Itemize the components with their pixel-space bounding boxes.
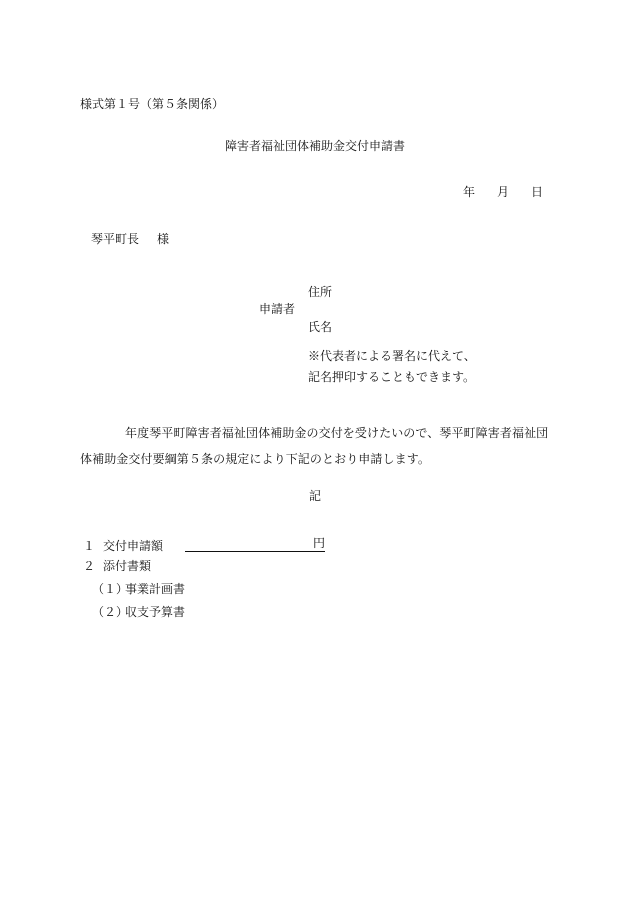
item-application-amount (83, 537, 325, 552)
applicant-label: 申請者 (259, 302, 296, 316)
signature-note-line2: 記名押印することもできます。 (308, 370, 476, 384)
attachment-number: （１） (92, 582, 129, 596)
item-number: １ (83, 539, 96, 553)
attachment-label: 事業計画書 (125, 582, 186, 596)
attachment-item (92, 606, 185, 618)
addressee-honorific: 様 (157, 232, 170, 246)
body-paragraph: 年度琴平町障害者福祉団体補助金の交付を受けたいので、琴平町障害者福祉団体補助金交付要綱第５条の規定により下記のとおり申請します。 (80, 426, 549, 466)
item-number: ２ (83, 559, 96, 573)
item-label: 交付申請額 (103, 539, 164, 553)
form-number: 様式第１号（第５条関係） (80, 97, 225, 111)
name-label: 氏名 (308, 320, 333, 334)
item-label: 添付書類 (103, 559, 152, 573)
address-label: 住所 (308, 285, 333, 299)
addressee (91, 233, 169, 245)
amount-unit: 円 (313, 536, 326, 550)
attachment-number: （２） (92, 605, 129, 619)
date-day: 日 (531, 185, 544, 199)
date-year: 年 (463, 185, 476, 199)
addressee-name: 琴平町長 (91, 232, 140, 246)
document-title: 障害者福祉団体補助金交付申請書 (224, 139, 405, 153)
signature-note-line1: ※代表者による署名に代えて、 (308, 349, 476, 363)
date-line (463, 186, 543, 198)
date-month: 月 (497, 185, 510, 199)
attachment-item (92, 583, 185, 595)
amount-blank-field[interactable] (185, 537, 313, 552)
item-attachments (83, 560, 151, 572)
attachment-label: 収支予算書 (125, 605, 186, 619)
ki-heading: 記 (308, 489, 321, 503)
